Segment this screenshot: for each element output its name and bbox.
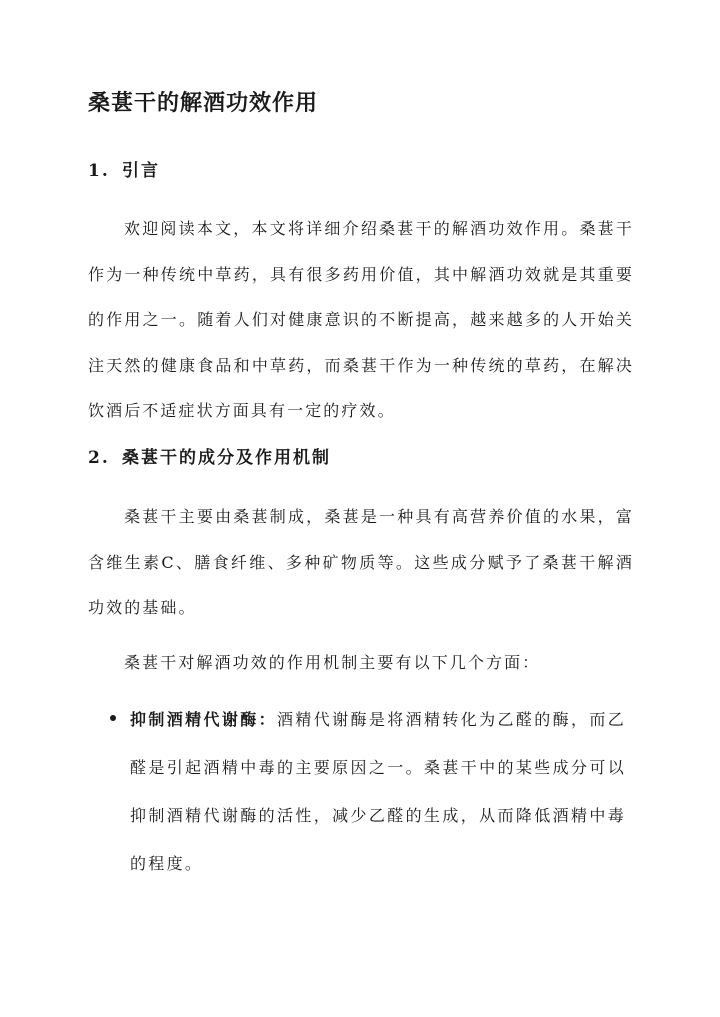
intro-paragraph: 欢迎阅读本文，本文将详细介绍桑葚干的解酒功效作用。桑葚干作为一种传统中草药，具有很多药用价值，其中解酒功效就是其重要的作用之一。随着人们对健康意识的不断提高，越来越多的人开始关注天然的健康食品和中草药，而桑葚干作为一种传统的草药，在解决饮酒后不适症状方面具有一定的疗效。 xyxy=(88,219,634,420)
bullet-text: 酒精代谢酶是将酒精转化为乙醛的酶，而乙醛是引起酒精中毒的主要原因之一。桑葚干中的某些成分可以抑制酒精代谢酶的活性，减少乙醛的生成，从而降低酒精中毒的程度。 xyxy=(130,710,626,873)
section-title: 桑葚干的成分及作用机制 xyxy=(122,448,331,468)
bullet-term: 抑制酒精代谢酶： xyxy=(130,710,277,729)
section-heading-ingredients xyxy=(88,445,331,471)
section-heading-introduction xyxy=(88,158,160,184)
section-number: 1. xyxy=(88,161,110,181)
section-number: 2. xyxy=(88,448,110,468)
page-title: 桑葚干的解酒功效作用 xyxy=(88,90,319,116)
mechanism-intro-paragraph: 桑葚干对解酒功效的作用机制主要有以下几个方面： xyxy=(124,653,541,672)
ingredients-paragraph: 桑葚干主要由桑葚制成，桑葚是一种具有高营养价值的水果，富含维生素C、膳食纤维、多种矿物质等。这些成分赋予了桑葚干解酒功效的基础。 xyxy=(88,507,634,617)
list-item xyxy=(130,696,626,888)
section-title: 引言 xyxy=(122,161,160,181)
bullet-icon xyxy=(110,715,116,721)
